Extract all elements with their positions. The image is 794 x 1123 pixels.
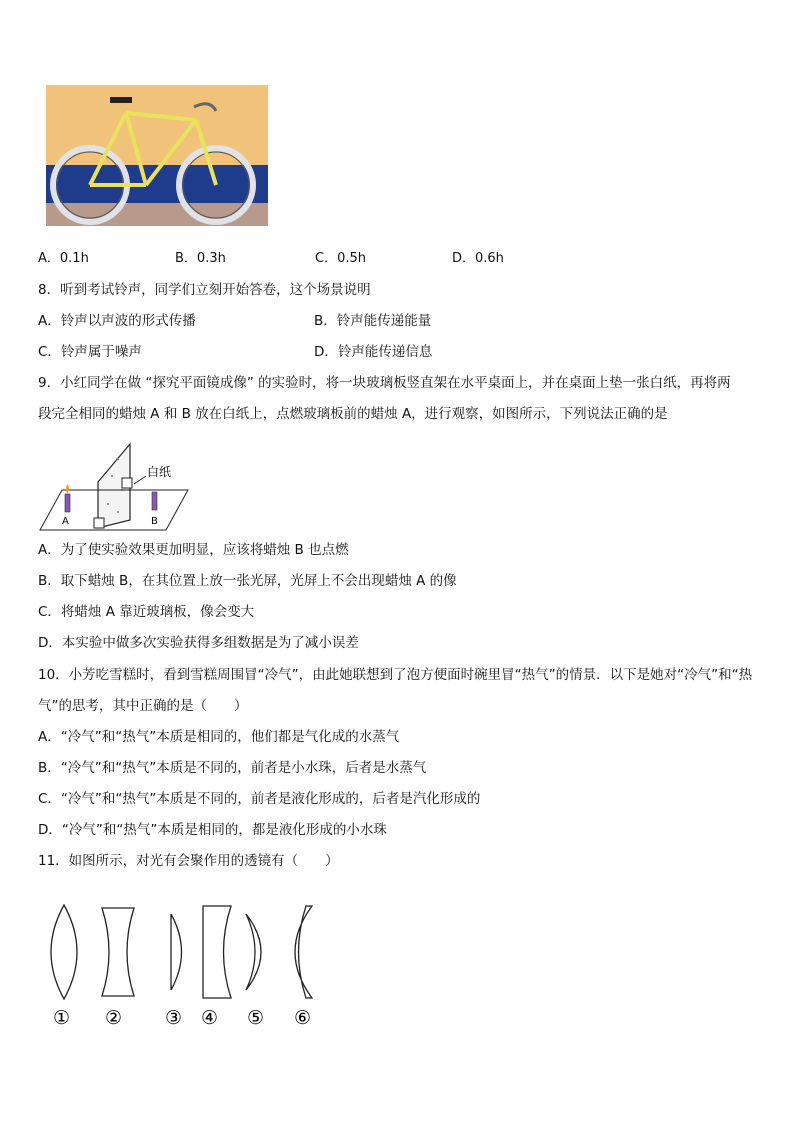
lens-2-biconcave <box>102 908 134 996</box>
q7-option-d: D．0.6h <box>452 251 504 266</box>
figure-label-b: B <box>151 516 158 527</box>
q10-option-a: A．“冷气”和“热气”本质是相同的，他们都是气化成的水蒸气 <box>38 729 400 745</box>
lens-diagram <box>40 900 340 1040</box>
figure-label-paper: 白纸 <box>147 465 172 479</box>
lens-label-5: ⑤ <box>247 1007 265 1029</box>
figure-label-a: A <box>62 516 69 527</box>
lens-4-plano-concave <box>203 906 231 998</box>
q9-stem-line1: 9．小红同学在做 “探究平面镜成像” 的实验时，将一块玻璃板竖直架在水平桌面上，并在桌面上垫一张白纸，再将两 <box>38 375 731 391</box>
q10-option-c: C．“冷气”和“热气”本质是不同的，前者是液化形成的，后者是汽化形成的 <box>38 791 481 807</box>
q9-stem-line2: 段完全相同的蜡烛 A 和 B 放在白纸上，点燃玻璃板前的蜡烛 A，进行观察，如图所示，下列说法正确的是 <box>38 406 668 422</box>
q7-option-c: C．0.5h <box>315 251 366 266</box>
q11-stem: 11．如图所示，对光有会聚作用的透镜有（ ） <box>38 853 339 869</box>
lens-3-plano-convex <box>171 914 182 990</box>
q8-option-d: D．铃声能传递信息 <box>314 344 433 360</box>
q8-stem: 8．听到考试铃声，同学们立刻开始答卷，这个场景说明 <box>38 282 371 298</box>
lens-label-6: ⑥ <box>294 1007 312 1029</box>
q9-option-c: C．将蜡烛 A 靠近玻璃板，像会变大 <box>38 604 255 620</box>
lens-5-meniscus <box>246 914 261 990</box>
lens-label-3: ③ <box>165 1007 183 1029</box>
q7-option-a: A．0.1h <box>38 251 89 266</box>
bicycle-photo <box>46 85 268 226</box>
q7-option-b: B．0.3h <box>175 251 226 266</box>
lens-6-meniscus <box>295 906 312 998</box>
lens-label-1: ① <box>53 1007 71 1029</box>
lens-label-2: ② <box>105 1007 123 1029</box>
q9-option-b: B．取下蜡烛 B，在其位置上放一张光屏，光屏上不会出现蜡烛 A 的像 <box>38 573 457 589</box>
q10-stem-line2: 气”的思考，其中正确的是（ ） <box>38 698 248 714</box>
q8-option-c: C．铃声属于噪声 <box>38 344 142 360</box>
q8-option-b: B．铃声能传递能量 <box>314 313 432 329</box>
lens-1-biconvex <box>51 905 77 999</box>
q10-option-b: B．“冷气”和“热气”本质是不同的，前者是小水珠，后者是水蒸气 <box>38 760 427 776</box>
plane-mirror-diagram <box>38 434 198 534</box>
q9-option-a: A．为了使实验效果更加明显，应该将蜡烛 B 也点燃 <box>38 542 349 558</box>
q10-option-d: D．“冷气”和“热气”本质是相同的，都是液化形成的小水珠 <box>38 822 387 838</box>
lens-label-4: ④ <box>201 1007 219 1029</box>
q9-option-d: D．本实验中做多次实验获得多组数据是为了减小误差 <box>38 635 359 651</box>
q8-option-a: A．铃声以声波的形式传播 <box>38 313 196 329</box>
q10-stem-line1: 10．小芳吃雪糕时，看到雪糕周围冒“冷气”，由此她联想到了泡方便面时碗里冒“热气”的情景．以下是她对“冷气”和“热 <box>38 667 753 683</box>
